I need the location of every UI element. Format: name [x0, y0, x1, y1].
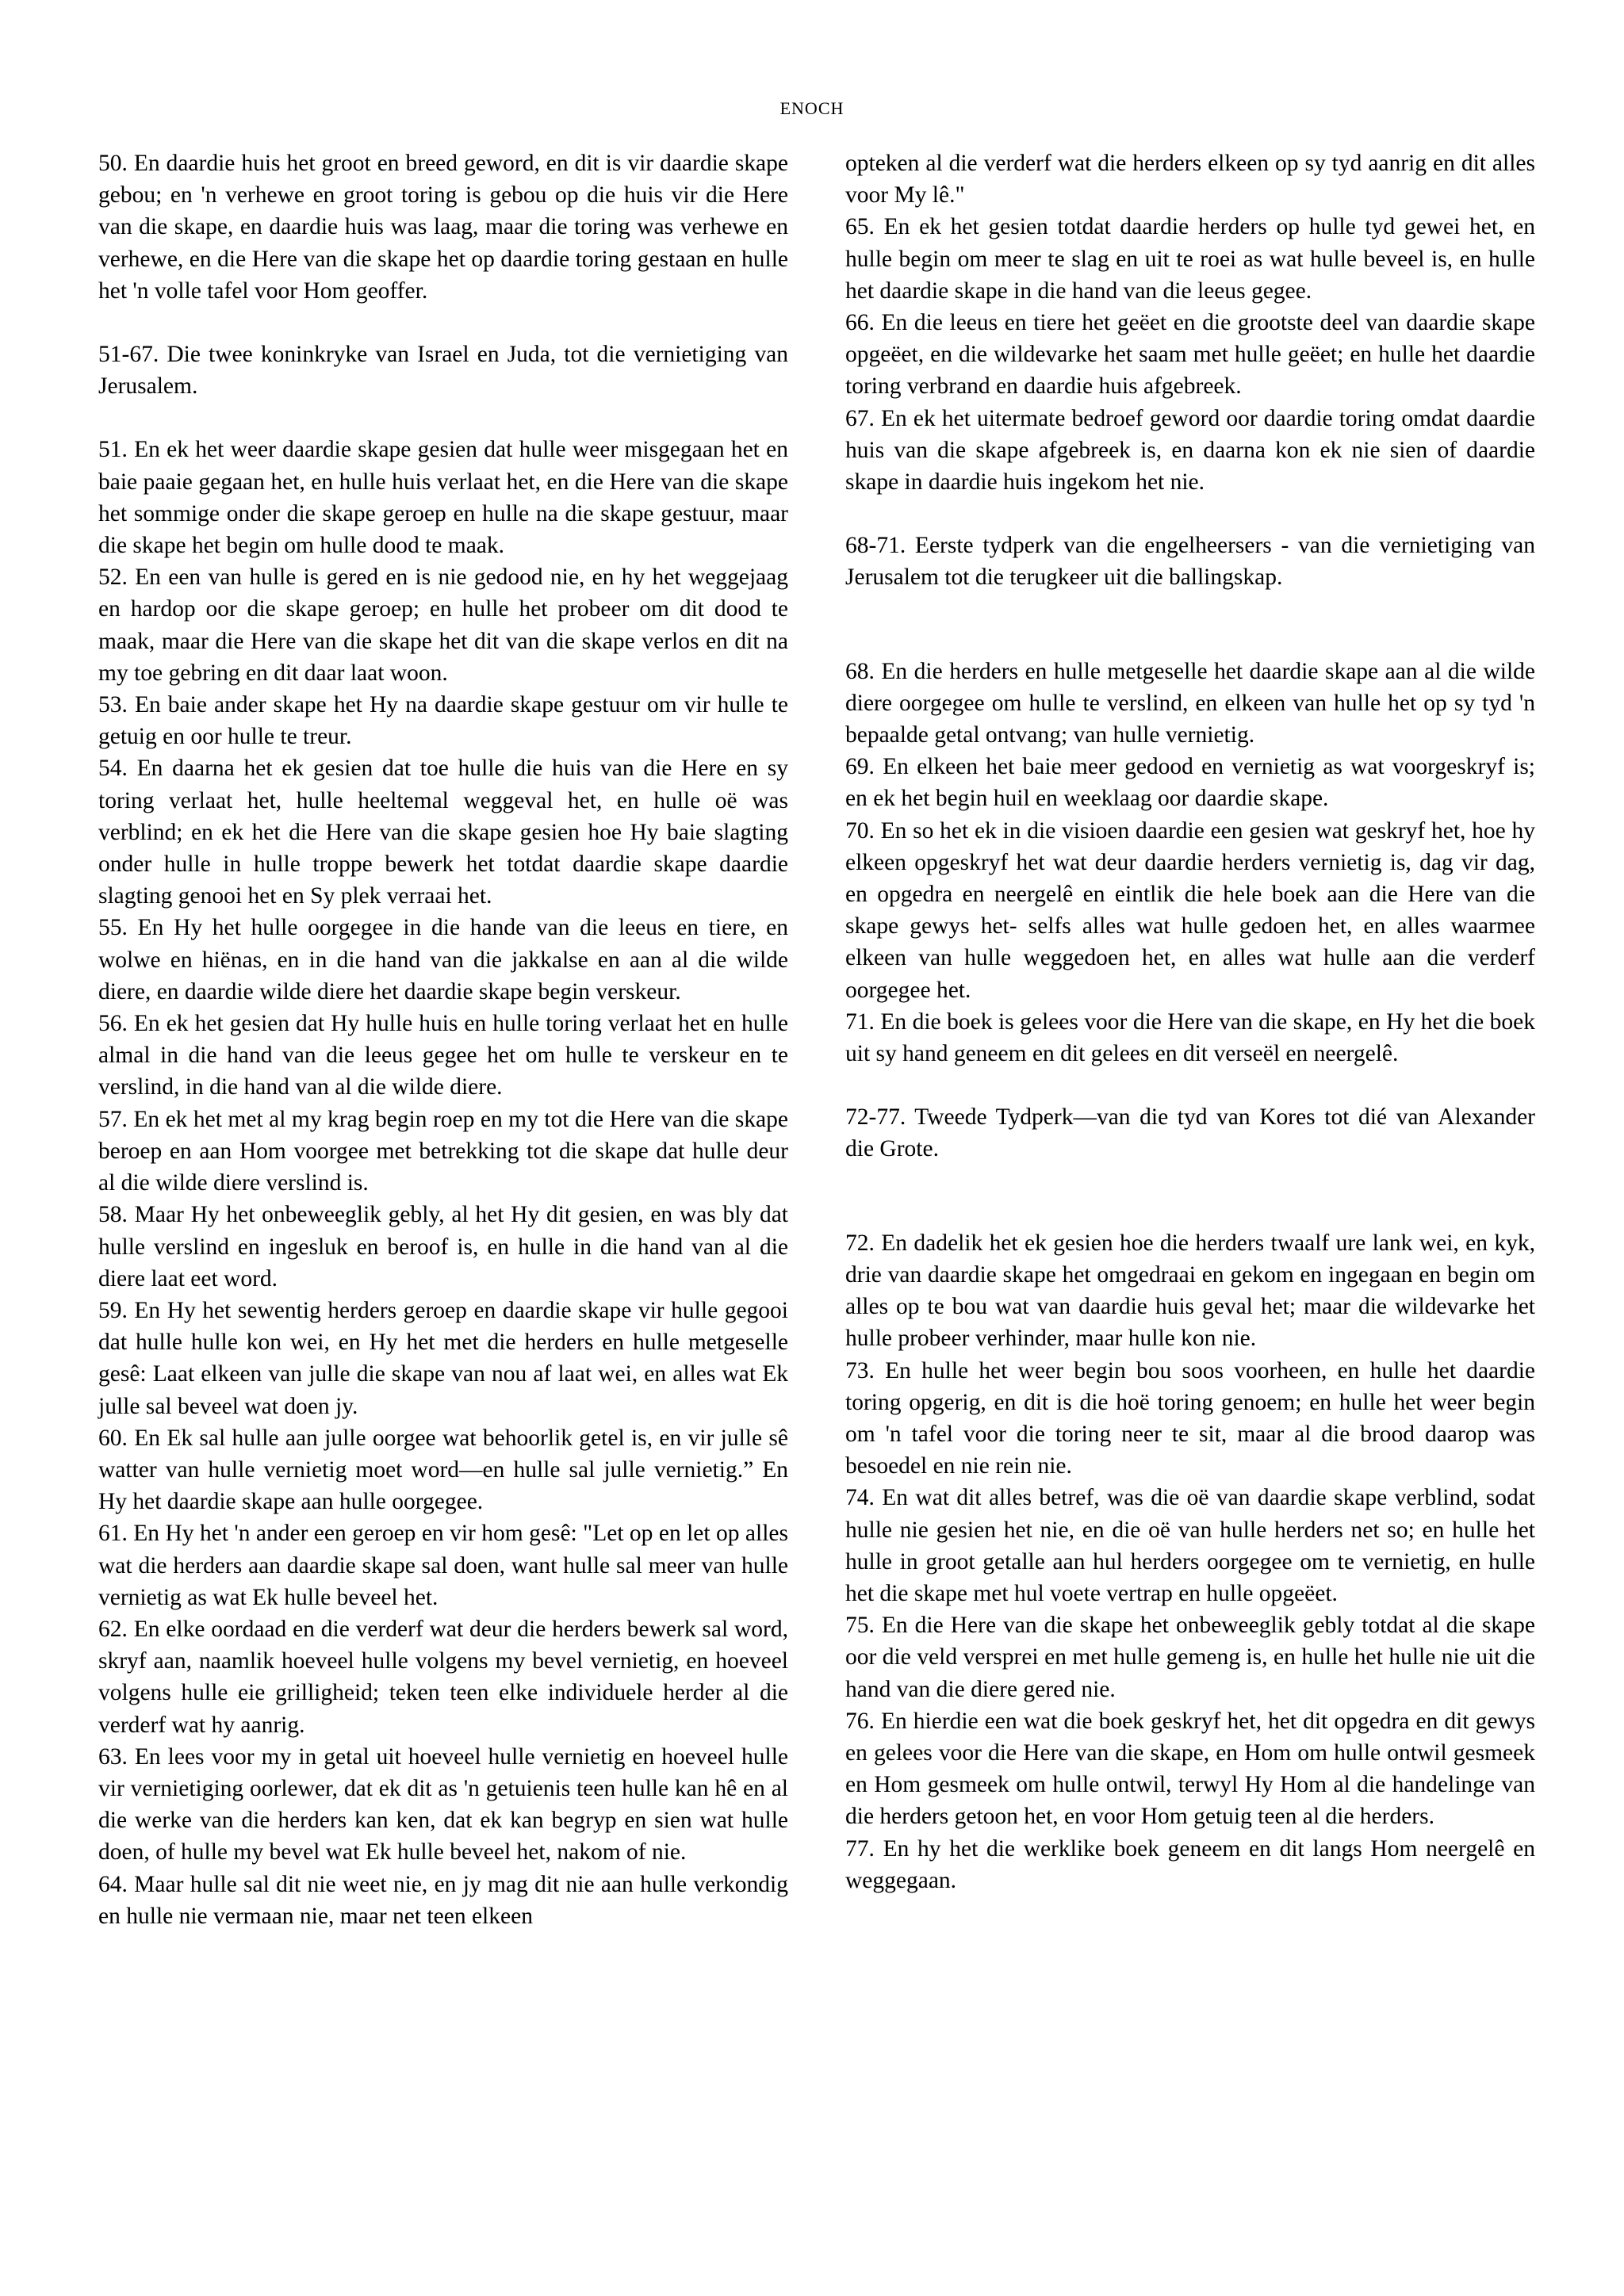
- verse-paragraph: opteken al die verderf wat die herders elkeen op sy tyd aanrig en dit alles voor My lê.": [845, 151, 1535, 209]
- verse-paragraph: 72. En dadelik het ek gesien hoe die herders twaalf ure lank wei, en kyk, drie van daardie skape het omgedraai en gekom en ingegaan en begin om alles op te bou wat van daardie huis geval het; maar die wildevarke het hulle probeer verhinder, maar hulle kon nie.: [845, 1230, 1535, 1352]
- spacer: [845, 1070, 1535, 1101]
- verse-paragraph: 64. Maar hulle sal dit nie weet nie, en jy mag dit nie aan hulle verkondig en hulle nie vermaan nie, maar net teen elkeen: [98, 1871, 788, 1929]
- page-header: ENOCH: [779, 98, 845, 118]
- verse-paragraph: 54. En daarna het ek gesien dat toe hulle die huis van die Here en sy toring verlaat het, hulle heeltemal weggeval het, en hulle oë was verblind; en ek het die Here van die skape gesien hoe Hy baie slagting onder hulle in hulle troppe bewerk het totdat daardie skape daardie slagting genooi het en Sy plek verraai het.: [98, 756, 788, 909]
- verse-paragraph: 68. En die herders en hulle metgeselle het daardie skape aan al die wilde diere oorgegee om hulle te verslind, en elkeen van hulle het op sy tyd 'n bepaalde getal ontvang; van hulle vernietig.: [845, 658, 1535, 748]
- verse-paragraph: 69. En elkeen het baie meer gedood en vernietig as wat voorgeskryf is; en ek het begin huil en weeklaag oor daardie skape.: [845, 754, 1535, 812]
- section-heading: 72-77. Tweede Tydperk—van die tyd van Kores tot dié van Alexander die Grote.: [845, 1104, 1535, 1162]
- verse-paragraph: 74. En wat dit alles betref, was die oë van daardie skape verblind, sodat hulle nie gesien het nie, en die oë van hulle herders net so; en hulle het hulle in groot getalle aan hul herders oorgegee om te vernietig, en hulle het die skape met hul voete vertrap en hulle opgeëet.: [845, 1485, 1535, 1606]
- spacer: [845, 498, 1535, 530]
- verse-paragraph: 66. En die leeus en tiere het geëet en die grootste deel van daardie skape opgeëet, en die wildevarke het saam met hulle geëet; en hulle het daardie toring verbrand en daardie huis afgebreek.: [845, 310, 1535, 400]
- spacer: [845, 1165, 1535, 1227]
- right-column: [845, 147, 1535, 1896]
- verse-paragraph: 52. En een van hulle is gered en is nie gedood nie, en hy het weggejaag en hardop oor die skape geroep; en hulle het probeer om dit dood te maak, maar die Here van die skape het dit van die skape verlos en dit na my toe gebring en dit daar laat woon.: [98, 564, 788, 686]
- verse-paragraph: 62. En elke oordaad en die verderf wat deur die herders bewerk sal word, skryf aan, naamlik hoeveel hulle volgens my bevel vernietig, en hoeveel volgens hulle eie grilligheid; teken teen elke individuele herder al die verderf wat hy aanrig.: [98, 1616, 788, 1738]
- verse-paragraph: 76. En hierdie een wat die boek geskryf het, het dit opgedra en dit gewys en gelees voor die Here van die skape, en Hom om hulle ontwil gesmeek en Hom gesmeek om hulle ontwil, terwyl Hy Hom al die handelinge van die herders getoon het, en voor Hom getuig teen al die herders.: [845, 1708, 1535, 1830]
- spacer: [98, 402, 788, 434]
- section-heading: 51-67. Die twee koninkryke van Israel en Juda, tot die vernietiging van Jerusalem.: [98, 342, 788, 400]
- verse-paragraph: 55. En Hy het hulle oorgegee in die hande van die leeus en tiere, en wolwe en hiënas, en in die hand van die jakkalse en aan al die wilde diere, en daardie wilde diere het daardie skape begin verskeur.: [98, 915, 788, 1004]
- spacer: [98, 307, 788, 339]
- verse-paragraph: 61. En Hy het 'n ander een geroep en vir hom gesê: "Let op en let op alles wat die herders aan daardie skape sal doen, want hulle sal meer van hulle vernietig as wat Ek hulle beveel het.: [98, 1521, 788, 1610]
- verse-paragraph: 71. En die boek is gelees voor die Here van die skape, en Hy het die boek uit sy hand geneem en dit gelees en dit verseël en neergelê.: [845, 1008, 1535, 1067]
- verse-paragraph: 77. En hy het die werklike boek geneem en dit langs Hom neergelê en weggegaan.: [845, 1835, 1535, 1893]
- section-heading: 68-71. Eerste tydperk van die engelheersers - van die vernietiging van Jerusalem tot die terugkeer uit die ballingskap.: [845, 533, 1535, 591]
- verse-paragraph: 75. En die Here van die skape het onbeweeglik gebly totdat al die skape oor die veld versprei en met hulle gemeng is, en hulle het hulle nie uit die hand van die diere gered nie.: [845, 1613, 1535, 1702]
- verse-paragraph: 73. En hulle het weer begin bou soos voorheen, en hulle het daardie toring opgerig, en dit is die hoë toring genoem; en hulle het weer begin om 'n tafel voor die toring neer te sit, maar al die brood daarop was besoedel en nie rein nie.: [845, 1357, 1535, 1479]
- verse-paragraph: 67. En ek het uitermate bedroef geword oor daardie toring omdat daardie huis van die skape afgebreek is, en daarna kon ek nie sien of daardie skape in daardie huis ingekom het nie.: [845, 405, 1535, 496]
- verse-paragraph: 65. En ek het gesien totdat daardie herders op hulle tyd gewei het, en hulle begin om meer te slag en uit te roei as wat hulle beveel is, en hulle het daardie skape in die hand van die leeus gegee.: [845, 214, 1535, 304]
- verse-paragraph: 50. En daardie huis het groot en breed geword, en dit is vir daardie skape gebou; en 'n verhewe en groot toring is gebou op die huis vir die Here van die skape, en daardie huis was laag, maar die toring was verhewe en verhewe, en die Here van die skape het op daardie toring gestaan en hulle het 'n volle tafel voor Hom geoffer.: [98, 151, 788, 304]
- verse-paragraph: 59. En Hy het sewentig herders geroep en daardie skape vir hulle gegooi dat hulle hulle kon wei, en Hy het met die herders en hulle metgeselle gesê: Laat elkeen van julle die skape van nou af laat wei, en alles wat Ek julle sal beveel wat doen jy.: [98, 1297, 788, 1419]
- verse-paragraph: 56. En ek het gesien dat Hy hulle huis en hulle toring verlaat het en hulle almal in die hand van die leeus gegee het om hulle te verskeur en te verslind, in die hand van al die wilde diere.: [98, 1011, 788, 1100]
- verse-paragraph: 51. En ek het weer daardie skape gesien dat hulle weer misgegaan het en baie paaie gegaan het, en hulle huis verlaat het, en die Here van die skape het sommige onder die skape geroep en hulle na die skape gestuur, maar die skape het begin om hulle dood te maak.: [98, 437, 788, 559]
- verse-paragraph: 63. En lees voor my in getal uit hoeveel hulle vernietig en hoeveel hulle vir vernietiging oorlewer, dat ek dit as 'n getuienis teen hulle kan hê en al die werke van die herders kan ken, dat ek kan begryp en sien wat hulle doen, of hulle my bevel wat Ek hulle beveel het, nakom of nie.: [98, 1743, 788, 1866]
- verse-paragraph: 53. En baie ander skape het Hy na daardie skape gestuur om vir hulle te getuig en oor hulle te treur.: [98, 692, 788, 750]
- verse-paragraph: 57. En ek het met al my krag begin roep en my tot die Here van die skape beroep en aan Hom voorgee met betrekking tot die skape dat hulle deur al die wilde diere verslind is.: [98, 1106, 788, 1196]
- verse-paragraph: 58. Maar Hy het onbeweeglik gebly, al het Hy dit gesien, en was bly dat hulle verslind en ingesluk en beroof is, en hulle in die hand van al die diere laat eet word.: [98, 1202, 788, 1292]
- verse-paragraph: 60. En Ek sal hulle aan julle oorgee wat behoorlik getel is, en vir julle sê watter van hulle vernietig moet word—en hulle sal julle vernietig.” En Hy het daardie skape aan hulle oorgegee.: [98, 1425, 788, 1515]
- left-column: [98, 147, 788, 1932]
- verse-paragraph: 70. En so het ek in die visioen daardie een gesien wat geskryf het, hoe hy elkeen opgeskryf het wat deur daardie herders vernietig is, dag vir dag, en opgedra en neergelê en eintlik die hele boek aan die Here van die skape gewys het- selfs alles wat hulle gedoen het, en alles waarmee elkeen van hulle weggedoen het, en alles wat hulle aan die verderf oorgegee het.: [845, 817, 1535, 1003]
- spacer: [845, 594, 1535, 656]
